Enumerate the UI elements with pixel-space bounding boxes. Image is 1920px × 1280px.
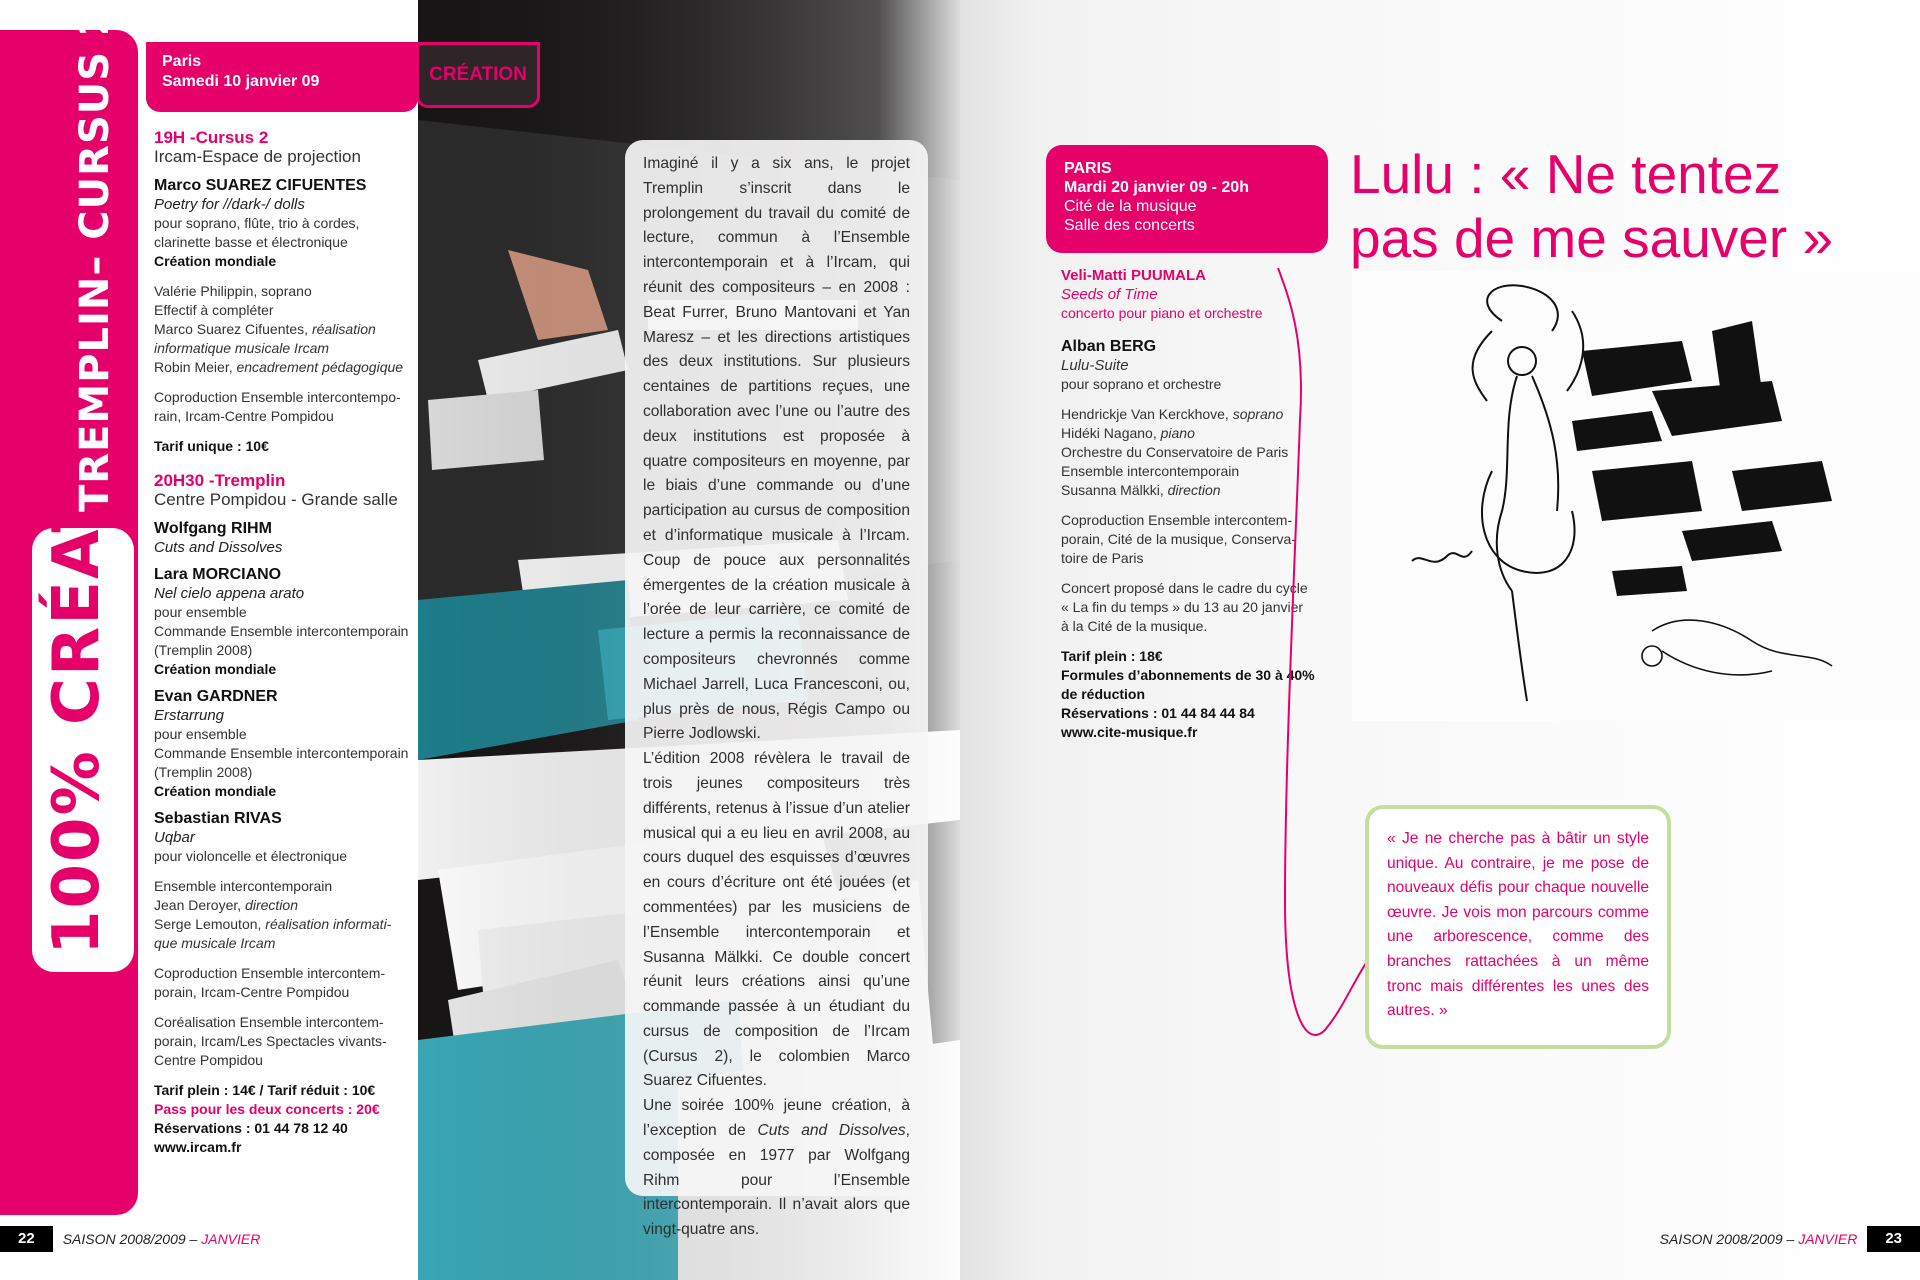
work-desc-3: pour ensemble [154,604,247,620]
season-label: SAISON 2008/2009 – [1659,1231,1799,1247]
performer-line [1061,424,1321,443]
performer-line: Effectif à compléter [154,302,274,318]
work-note-3: Création mondiale [154,661,277,677]
tarif-line: Tarif plein : 18€ [1061,648,1163,664]
composer-5: Sebastian RIVAS [154,810,282,827]
work-title-1: Poetry for //dark-/ dolls [154,196,305,213]
slot-venue-2: Centre Pompidou - Grande salle [154,490,398,509]
page-number-left: 22 [0,1226,53,1252]
performer-line: Ensemble intercontemporain [1061,463,1240,479]
corealisation-line: Coréalisation Ensemble intercontem- [154,1014,384,1030]
performer-line [154,358,416,377]
date-city: PARIS [1064,160,1112,177]
performer-name: Robin Meier, [154,359,237,375]
composer-1: Marco SUAREZ CIFUENTES [154,177,367,194]
performer-name: Serge Lemouton, [154,916,266,932]
formules-line: de réduction [1061,686,1146,702]
composer-4: Evan GARDNER [154,688,278,705]
corealisation-line: Centre Pompidou [154,1052,263,1068]
performer-role: piano [1160,425,1195,441]
month-label: JANVIER [201,1231,261,1247]
work-title-2: Lulu-Suite [1061,357,1129,374]
pass-line: Pass pour les deux concerts : 20€ [154,1101,380,1117]
coproduction-line: porain, Ircam-Centre Pompidou [154,984,350,1000]
composer-3: Lara MORCIANO [154,566,282,583]
month-label: JANVIER [1798,1231,1858,1247]
intro-paragraph-3 [643,1094,910,1243]
work-note-4: Création mondiale [154,783,277,799]
venue-text: Cité de la musique [1064,198,1197,215]
intro-text-panel [625,140,928,1239]
slot-time-2: 20H30 -Tremplin [154,471,286,490]
cycle-line: « La fin du temps » du 13 au 20 janvier [1061,599,1304,615]
work-title-inline: Cuts and Dissolves [757,1122,906,1140]
work-title-4: Erstarrung [154,707,225,724]
performer-line [1061,405,1321,424]
sketch-illustration [1352,271,1920,721]
quote-box: « Je ne cherche pas à bâtir un style unique. Au contraire, je me pose de nouveaux défis pour chaque nouvelle œuvre. Je vois mon parcours comme une arborescence, comme des branches rattachées à un même tronc mais différentes les unes des autres. » [1365,805,1671,1049]
performer-name: Marco Suarez Cifuentes, [154,321,312,337]
paragraph-text: , composée en 1977 par Wolfgang Rihm pour l’Ensemble intercontemporain. Il n’avait alors que vingt-quatre ans. [643,1122,910,1239]
coproduction-line: Coproduction Ensemble intercontempo- [154,389,401,405]
program-column [154,124,416,1157]
work-desc-5: pour violoncelle et électronique [154,848,348,864]
footer-right [1650,1226,1920,1252]
work-desc-1a: pour soprano, flûte, trio à cordes, [154,215,360,231]
program-column-right [1061,266,1321,742]
coproduction-line: porain, Cité de la musique, Conserva- [1061,531,1297,547]
work-desc-2: pour soprano et orchestre [1061,376,1222,392]
cycle-line: à la Cité de la musique. [1061,618,1208,634]
website-link[interactable]: www.ircam.fr [154,1139,242,1155]
page-number-right: 23 [1867,1226,1920,1252]
headline-line-1: Lulu : « Ne tentez [1350,143,1782,205]
coproduction-line: toire de Paris [1061,550,1144,566]
composer-2: Alban BERG [1061,338,1157,355]
headline-line-2: pas de me sauver » [1350,207,1834,269]
work-note-1: Création mondiale [154,253,277,269]
slot-time-1: 19H -Cursus 2 [154,128,269,147]
work-desc-1: concerto pour piano et orchestre [1061,305,1263,321]
formules-line: Formules d’abonnements de 30 à 40% [1061,667,1315,683]
work-desc-1b: clarinette basse et électronique [154,234,348,250]
work-title-2: Cuts and Dissolves [154,539,283,556]
performer-role: soprano [1232,406,1284,422]
work-commission-4: Commande Ensemble intercontemporain [154,745,409,761]
date-header-right [1046,145,1328,253]
conductor-line [154,896,416,915]
footer-season-right [1650,1231,1868,1247]
reservation-line: Réservations : 01 44 78 12 40 [154,1120,348,1136]
performer-line [154,934,416,953]
performer-name: Susanna Mälkki, [1061,482,1168,498]
performer-name: Hidéki Nagano, [1061,425,1161,441]
date-header [146,42,418,112]
footer-season-left [53,1231,271,1247]
slot-venue-1: Ircam-Espace de projection [154,147,361,166]
performer-line [154,339,416,358]
creation-tag: CRÉATION [416,42,540,108]
work-desc-4: pour ensemble [154,726,247,742]
paragraph-text: Une soirée 100% jeune création, à l’exception de [643,1097,910,1140]
performer-role: direction [1167,482,1221,498]
footer-left [0,1226,270,1252]
performer-name: Hendrickje Van Kerckhove, [1061,406,1233,422]
work-title-5: Uqbar [154,829,195,846]
performer-line [154,320,416,339]
corealisation-line: porain, Ircam/Les Spectacles vivants- [154,1033,387,1049]
coproduction-line: rain, Ircam-Centre Pompidou [154,408,334,424]
date-city: Paris [162,53,202,70]
conductor-role: direction [245,897,298,913]
performer-role: réalisation [311,321,376,337]
performer-line: Orchestre du Conservatoire de Paris [1061,444,1289,460]
cycle-line: Concert proposé dans le cadre du cycle [1061,580,1308,596]
spine-subtitle: TREMPLIN– CURSUS 2 [72,7,118,512]
conductor-name: Jean Deroyer, [154,897,246,913]
ensemble-line: Ensemble intercontemporain [154,878,333,894]
hall-text: Salle des concerts [1064,217,1195,234]
intro-paragraph-1: Imaginé il y a six ans, le projet Tremplin s’inscrit dans le prolongement du travail du comité de lecture, commun à l’Ensemble intercontemporain et à l’Ircam, qui réunit des compositeurs – en 2008 : Beat Furrer, Bruno Mantovani et Yan Maresz – et les directions artistiques des deux institutions. Sur plusieurs centaines de partitions reçues, une collaboration avec l’une ou l’autre des deux institutions est proposée à quatre compositeurs en moyenne, par le biais d’une commande ou d’une participation au cursus de composition et d’informatique musicale à l’Ircam. Coup de pouce aux personnalités émergentes de la création musicale à l’orée de leur carrière, ce comité de lecture a permis la reconnaissance de compositeurs chevronnés comme Michael Jarrell, Luca Francesconi, ou, plus près de nous, Régis Campo ou Pierre Jodlowski. [643,155,910,743]
date-text: Mardi 20 janvier 09 - 20h [1064,179,1249,196]
spine-title: 100% CRÉATION [40,349,114,955]
reservation-line: Réservations : 01 44 84 44 84 [1061,705,1255,721]
coproduction-line: Coproduction Ensemble intercontem- [1061,512,1293,528]
intro-paragraph-2: L’édition 2008 révèlera le travail de trois jeunes compositeurs très différents, retenus à l’issue d’un atelier musical qui a eu lieu en avril 2008, au cours duquel des esquisses d’œuvres en cours d’écriture ont été jouées (et commentées) par les musiciens de l’Ensemble intercontemporain et Susanna Mälkki. Ce double concert réunit leurs créations ainsi qu’une commande passée à un étudiant du cursus de composition de l’Ircam (Cursus 2), le colombien Marco Suarez Cifuentes. [643,750,910,1090]
performer-role: que musicale Ircam [154,935,276,951]
right-page [960,0,1920,1280]
work-commission-3b: (Tremplin 2008) [154,642,253,658]
date-text: Samedi 10 janvier 09 [162,73,320,90]
work-title-1: Seeds of Time [1061,286,1158,303]
website-link[interactable]: www.cite-musique.fr [1061,724,1198,740]
sketch-drawing [1352,271,1920,721]
coproduction-line: Coproduction Ensemble intercontem- [154,965,386,981]
performer-role: informatique musicale Ircam [154,340,330,356]
work-title-3: Nel cielo appena arato [154,585,305,602]
performer-line [154,915,416,934]
composer-1: Veli-Matti PUUMALA [1061,267,1207,284]
performer-line: Valérie Philippin, soprano [154,283,312,299]
tarif-1: Tarif unique : 10€ [154,438,269,454]
headline [1350,142,1890,270]
performer-role: encadrement pédagogique [236,359,404,375]
performer-line [1061,481,1321,500]
performer-role: réalisation informati- [265,916,392,932]
work-commission-4b: (Tremplin 2008) [154,764,253,780]
tarif-2: Tarif plein : 14€ / Tarif réduit : 10€ [154,1082,376,1098]
work-commission-3: Commande Ensemble intercontemporain [154,623,409,639]
season-label: SAISON 2008/2009 – [62,1231,202,1247]
composer-2: Wolfgang RIHM [154,520,272,537]
